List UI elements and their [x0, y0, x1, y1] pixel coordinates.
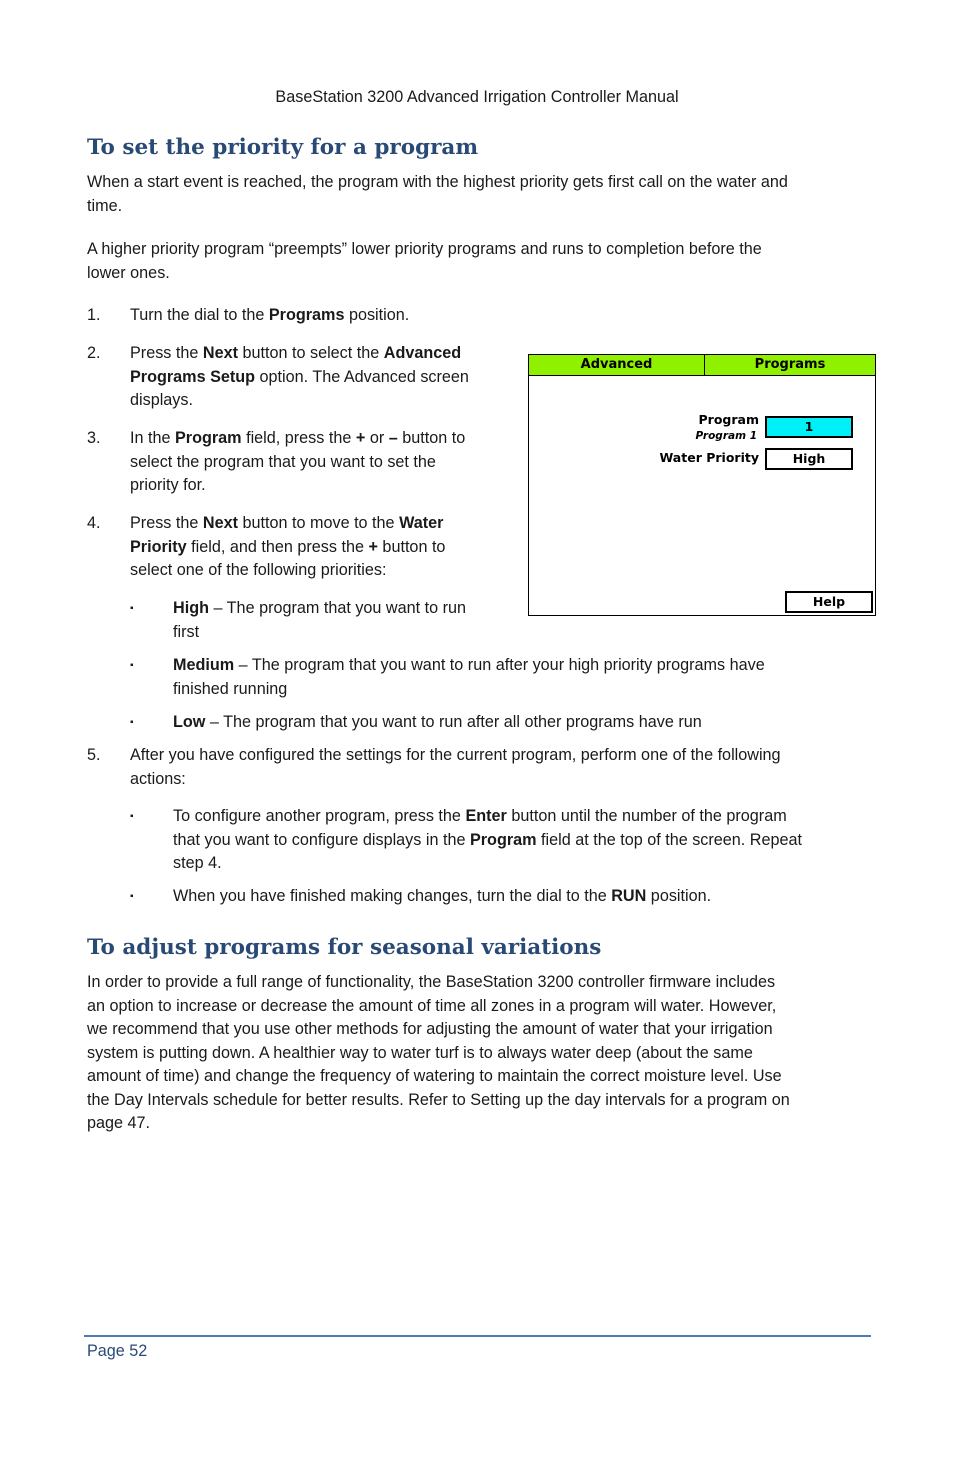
step-text — [130, 304, 409, 328]
help-button[interactable]: Help — [785, 591, 873, 613]
text-line: Priority field, and then press the + button to — [130, 537, 446, 556]
text-line: Press the Next button to move to the Water — [130, 514, 444, 532]
section-heading-seasonal: To adjust programs for seasonal variations — [87, 935, 602, 960]
text-line: To configure another program, press the Enter button until the number of the program — [173, 807, 787, 825]
running-header: BaseStation 3200 Advanced Irrigation Controller Manual — [275, 88, 679, 106]
text-line: High – The program that you want to run — [173, 599, 467, 617]
program-field-label: Program — [698, 412, 759, 427]
priority-option — [173, 654, 765, 701]
text-line: step 4. — [173, 854, 222, 872]
text-line: an option to increase or decrease the amount of time all zones in a program will water. However, — [87, 996, 777, 1015]
text-line: page 47. — [87, 1114, 151, 1132]
text-line: In the Program field, press the + or – button to — [130, 429, 466, 447]
water-priority-field[interactable]: High — [765, 448, 853, 470]
step-number: 1. — [87, 306, 101, 324]
intro-line — [87, 171, 877, 218]
text-line: Programs Setup option. The Advanced screen — [130, 367, 469, 386]
text-line: that you want to configure displays in the Program field at the top of the screen. Repeat — [173, 830, 802, 849]
text-line: In order to provide a full range of functionality, the BaseStation 3200 controller firmware includes — [87, 973, 776, 991]
section-heading-priority: To set the priority for a program — [87, 135, 479, 160]
text-line: A higher priority program “preempts” lower priority programs and runs to completion before the — [87, 240, 762, 258]
step-text — [130, 512, 445, 583]
step-number: 2. — [87, 344, 101, 362]
priority-option — [173, 597, 466, 644]
text-line: the Day Intervals schedule for better results. Refer to Setting up the day intervals for a program on — [87, 1090, 790, 1109]
seasonal-paragraph — [87, 971, 877, 1136]
bullet-marker: ▪ — [130, 603, 134, 614]
intro-paragraph — [87, 171, 877, 218]
tab-advanced[interactable]: Advanced — [529, 355, 705, 376]
bullet-marker: ▪ — [130, 717, 134, 728]
step-text — [130, 342, 469, 413]
preempt-paragraph — [87, 238, 877, 285]
text-line: select one of the following priorities: — [130, 561, 387, 579]
footer-divider — [84, 1335, 871, 1337]
text-line: lower ones. — [87, 263, 170, 282]
tab-programs[interactable]: Programs — [705, 355, 875, 376]
action-option — [173, 805, 802, 876]
step-text — [130, 744, 781, 791]
bullet-marker: ▪ — [130, 891, 134, 902]
page-number: Page 52 — [87, 1342, 148, 1360]
step-number: 3. — [87, 429, 101, 447]
text-line: system is putting down. A healthier way to water turf is to always water deep (about the same — [87, 1043, 753, 1062]
step-number: 5. — [87, 746, 101, 764]
step-text — [130, 427, 465, 498]
step-number: 4. — [87, 514, 101, 532]
bullet-marker: ▪ — [130, 660, 134, 671]
text-line: finished running — [173, 679, 288, 698]
program-field[interactable]: 1 — [765, 416, 853, 438]
preempt-line — [87, 238, 877, 285]
text-line: When you have finished making changes, turn the dial to the RUN position. — [173, 887, 712, 905]
action-option — [173, 885, 711, 909]
advanced-programs-screen — [528, 354, 876, 616]
program-name-label: Program 1 — [695, 430, 757, 442]
text-line: priority for. — [130, 476, 206, 494]
text-line: Press the Next button to select the Advanced — [130, 344, 462, 362]
bullet-marker: ▪ — [130, 811, 134, 822]
text-line: actions: — [130, 769, 186, 788]
text-line: amount of time) and change the frequency of watering to maintain the correct moisture level. Use — [87, 1067, 782, 1085]
text-line: When a start event is reached, the program with the highest priority gets first call on the water and — [87, 173, 788, 191]
text-line: After you have configured the settings for the current program, perform one of the following — [130, 746, 781, 764]
text-line: we recommend that you use other methods for adjusting the amount of water that your irrigation — [87, 1020, 773, 1038]
text-line: first — [173, 622, 200, 641]
text-line: Turn the dial to the Programs position. — [130, 306, 410, 324]
text-line: select the program that you want to set the — [130, 452, 436, 471]
text-line: Medium – The program that you want to run after your high priority programs have — [173, 656, 765, 674]
priority-option — [173, 711, 702, 735]
text-line: displays. — [130, 391, 193, 409]
text-line: Low – The program that you want to run after all other programs have run — [173, 713, 702, 731]
water-priority-label: Water Priority — [659, 450, 759, 465]
text-line: time. — [87, 196, 123, 215]
